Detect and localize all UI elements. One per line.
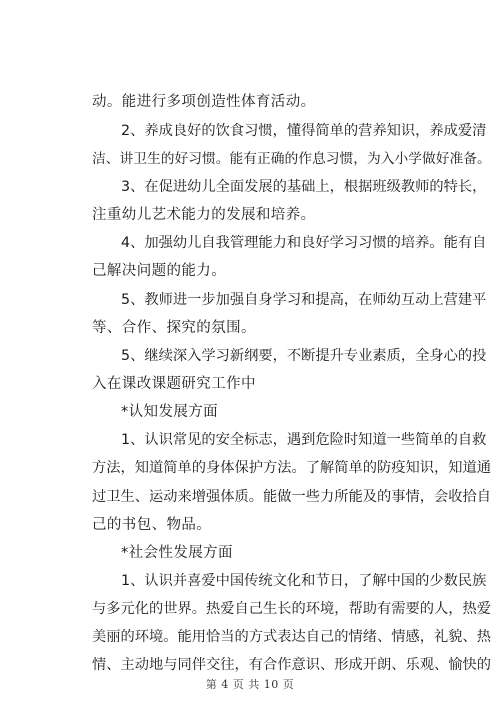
section-heading: *社会性发展方面 xyxy=(121,545,233,561)
text-line: 己的书包、物品。 xyxy=(92,517,212,533)
text-line: 与多元化的世界。热爱自己生长的环境，帮助有需要的人，热爱 xyxy=(92,601,492,617)
text-line: 注重幼儿艺术能力的发展和培养。 xyxy=(92,207,316,223)
text-line: 2、养成良好的饮食习惯，懂得简单的营养知识，养成爱清 xyxy=(121,123,487,139)
text-line: 等、合作、探究的氛围。 xyxy=(92,320,256,336)
text-line: 5、教师进一步加强自身学习和提高，在师幼互动上营建平 xyxy=(121,292,487,308)
text-line: 洁、讲卫生的好习惯。能有正确的作息习惯，为入小学做好准备。 xyxy=(92,151,491,167)
section-heading: *认知发展方面 xyxy=(121,404,219,420)
text-line: 3、在促进幼儿全面发展的基础上，根据班级教师的特长， xyxy=(121,179,487,195)
text-line: 动。能进行多项创造性体育活动。 xyxy=(92,94,316,110)
text-line: 情、主动地与同伴交往，有合作意识、形成开朗、乐观、愉快的 xyxy=(92,657,492,673)
text-line: 美丽的环境。能用恰当的方式表达自己的情绪、情感，礼貌、热 xyxy=(92,629,492,645)
page-footer: 第 4 页 共 10 页 xyxy=(205,678,295,691)
text-line: 方法，知道简单的身体保护方法。了解简单的防疫知识，知道通 xyxy=(92,460,492,476)
text-line: 1、认识并喜爱中国传统文化和节日，了解中国的少数民族 xyxy=(121,573,487,589)
text-line: 入在课改课题研究工作中 xyxy=(92,376,256,392)
text-line: 己解决问题的能力。 xyxy=(92,263,227,279)
text-line: 1、认识常见的安全标志，遇到危险时知道一些简单的自救 xyxy=(121,432,487,448)
text-line: 5、继续深入学习新纲要，不断提升专业素质，全身心的投 xyxy=(121,348,487,364)
text-line: 过卫生、运动来增强体质。能做一些力所能及的事情，会收拾自 xyxy=(92,489,492,505)
text-line: 4、加强幼儿自我管理能力和良好学习习惯的培养。能有自 xyxy=(121,235,487,251)
